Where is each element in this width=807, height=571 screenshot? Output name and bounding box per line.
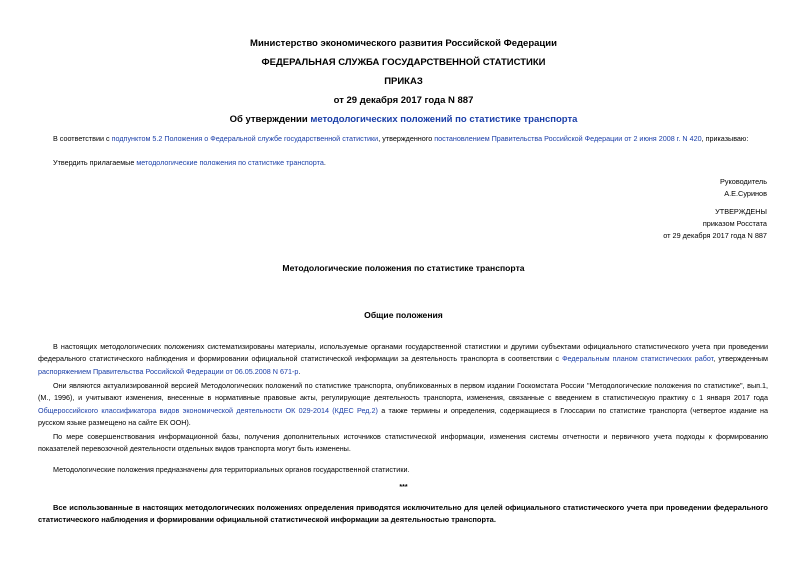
order-link[interactable]: распоряжением Правительства Российской Федерации от 06.05.2008 N 671-р [38, 366, 299, 376]
doc-title-prefix: Об утверждении [229, 114, 311, 125]
ministry-heading: Министерство экономического развития Российской Федерации [250, 38, 557, 49]
okved-link[interactable]: Общероссийского классификатора видов экономической деятельности ОК 029-2014 (КДЕС Ред.2) [38, 405, 378, 415]
order-text: Утвердить прилагаемые [53, 158, 137, 167]
body-text: , утвержденным [713, 354, 768, 364]
provisions-link[interactable]: методологические положения по статистике транспорта [136, 158, 324, 167]
preamble-paragraph [38, 133, 768, 145]
service-heading: ФЕДЕРАЛЬНАЯ СЛУЖБА ГОСУДАРСТВЕННОЙ СТАТИСТИКИ [261, 57, 546, 68]
preamble-text: , утвержденного [378, 134, 435, 143]
preamble-text: , приказываю: [701, 134, 749, 143]
body-paragraph-3: По мере совершенствования информационной базы, получения дополнительных источников статистической информации, изменения системы отчетности и первичного учета подходы к формированию показателей перевозочной деятельности отдельных видов транспорта могут быть изменены. [38, 432, 768, 454]
order-paragraph [38, 157, 768, 169]
preamble-text: В соответствии с [53, 134, 112, 143]
body-paragraph-4: Методологические положения предназначены для территориальных органов государственной статистики. [53, 465, 410, 474]
body-paragraph-2 [38, 380, 768, 430]
date-heading: от 29 декабря 2017 года N 887 [333, 95, 474, 106]
signature-position: Руководитель [719, 177, 767, 186]
signature-name: А.Е.Суринов [724, 189, 767, 198]
federal-plan-link[interactable]: Федеральным планом статистических работ [562, 354, 714, 364]
body-text: Они являются актуализированной версией Методологических положений по статистике транспорта, опубликованных в первом издании Госкомстата России "Методологические положения по статистике", вып.1, (М., 1996), и учитывают изменения, внесенные в нормативные правовые акты, регулирующие деятельность транспорта, изменения, связанные с введением в статистическую практику с 1 января 2017 года [38, 381, 768, 403]
doc-title-link[interactable]: методологических положений по статистике транспорта [310, 114, 578, 125]
regulation-link[interactable]: подпунктом 5.2 Положения о Федеральной службе государственной статистики [111, 134, 379, 143]
body-paragraph-1 [38, 341, 768, 378]
body-text: . [298, 366, 301, 376]
section-separator: *** [399, 484, 408, 491]
approved-label: УТВЕРЖДЕНЫ [715, 207, 767, 216]
doc-type-heading: ПРИКАЗ [384, 76, 423, 87]
approved-date: от 29 декабря 2017 года N 887 [663, 231, 767, 240]
body-text: В настоящих методологических положениях систематизированы материалы, используемые органами государственной статистики и другими субъектами официального статистического учета при проведении федерального статистического наблюдения и формировании официальной статистической информации за деятельность транспорта в соответствии с [38, 342, 768, 364]
approved-by: приказом Росстата [702, 219, 767, 228]
resolution-link[interactable]: постановлением Правительства Российской Федерации от 2 июня 2008 г. N 420 [434, 134, 702, 143]
body-paragraph-5: Все использованные в настоящих методологических положениях определения приводятся исключительно для целей официального статистического учета при проведении федерального статистического наблюдения и формировании официальной статистической информации за деятельностью транспорта. [38, 503, 768, 525]
section-title: Методологические положения по статистике транспорта [282, 263, 525, 273]
order-text: . [323, 158, 326, 167]
doc-title [0, 114, 807, 125]
subsection-title: Общие положения [364, 310, 443, 320]
body-text: а также термины и определения, содержащиеся в Глоссарии по статистике транспорта (четвертое издание на русском языке размещено на сайте ЕК ООН). [38, 405, 769, 428]
